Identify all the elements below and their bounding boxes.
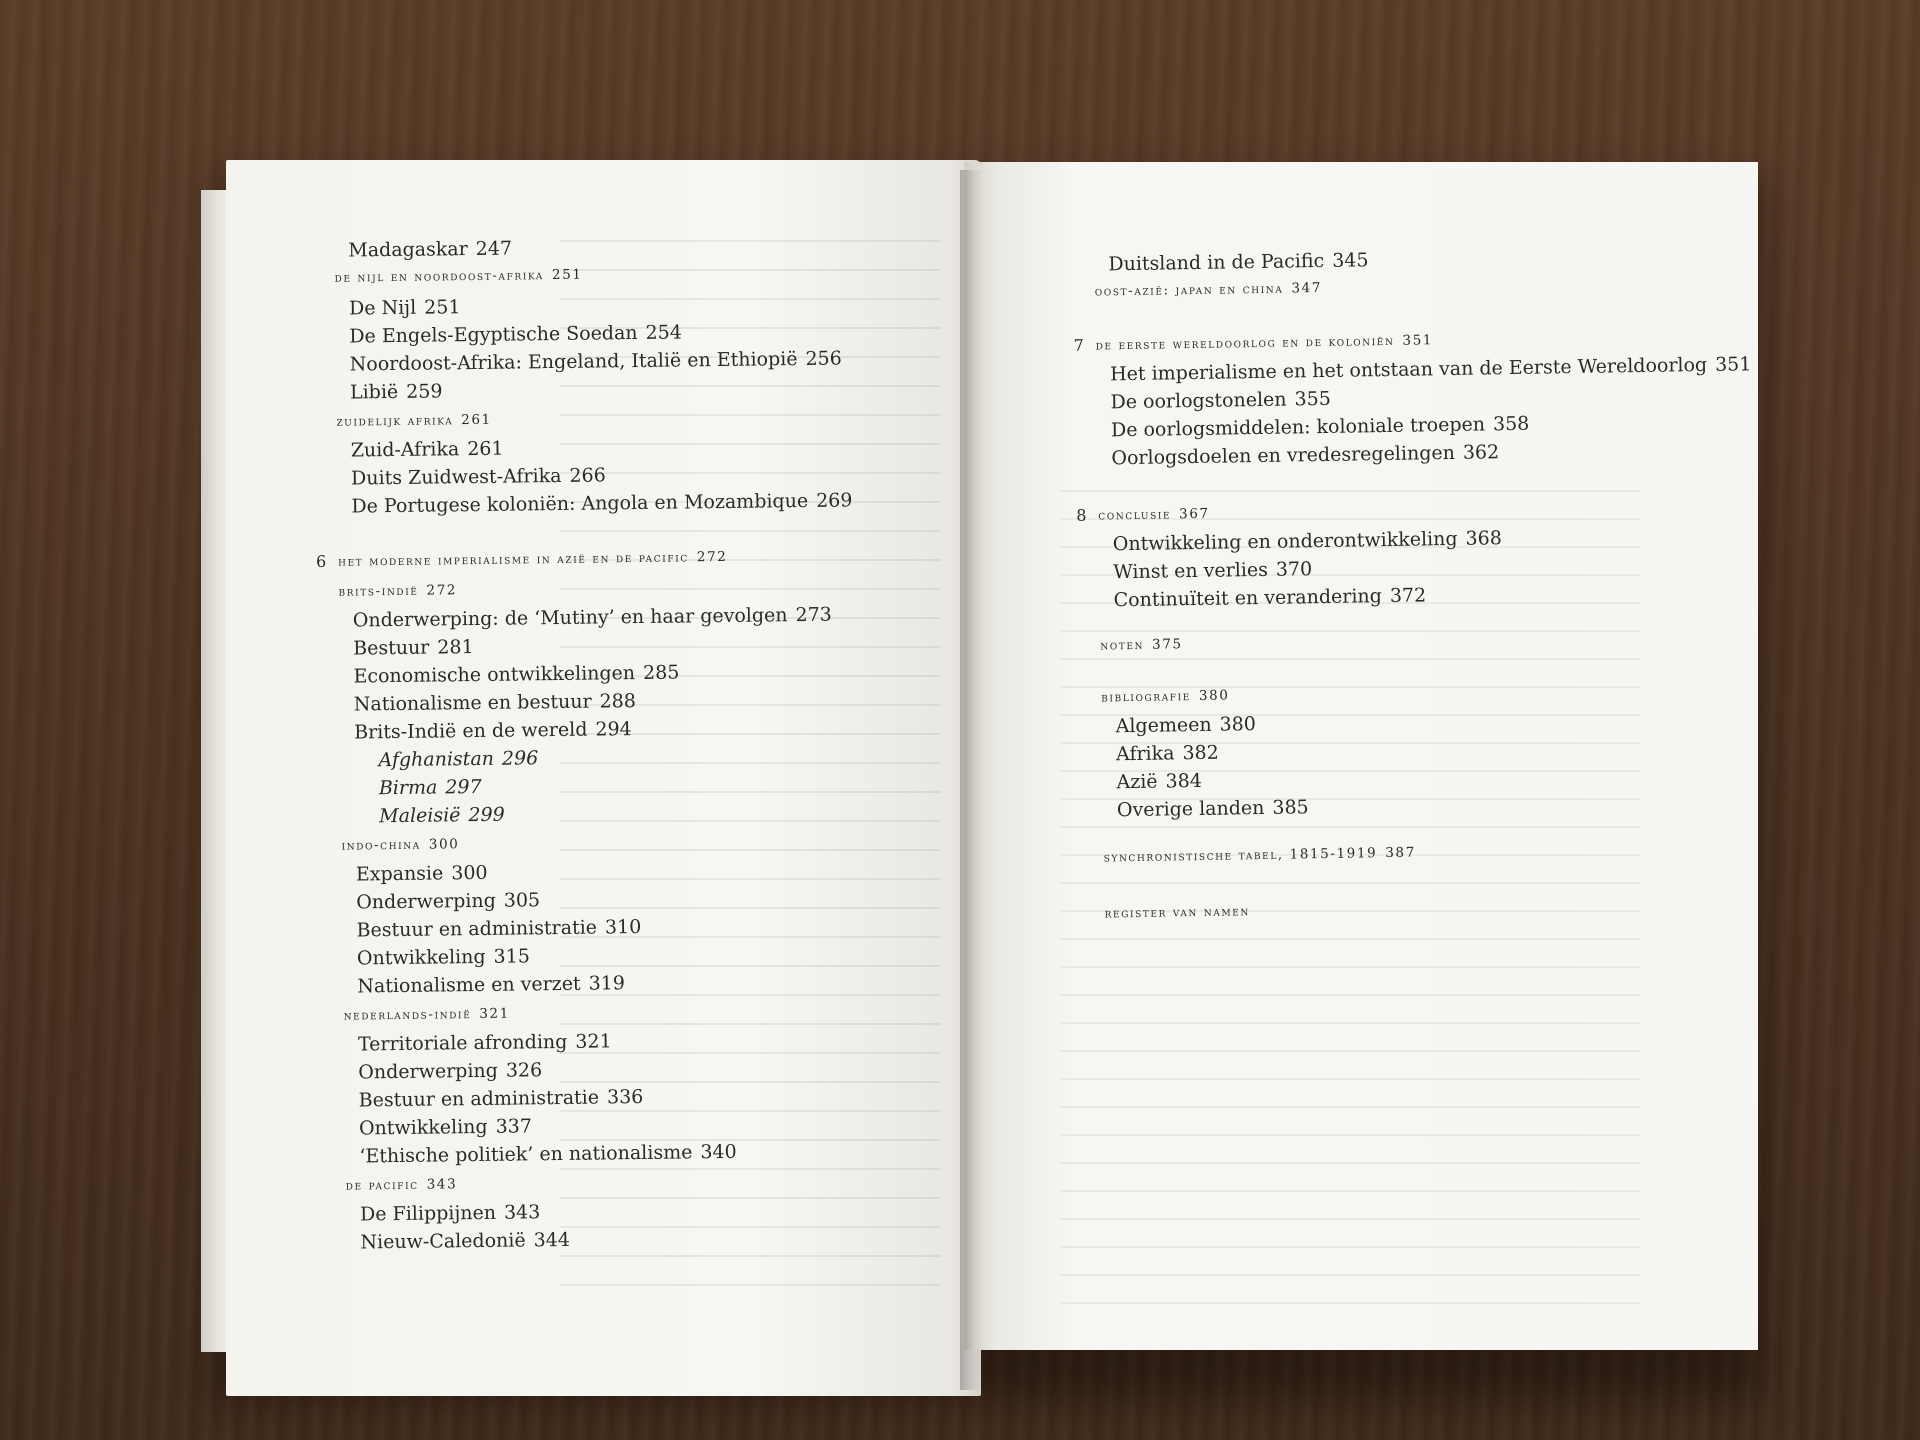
toc-section-heading: synchronistische tabel, 1815-1919 387	[1103, 844, 1416, 866]
toc-entry: De Nijl 251	[348, 296, 461, 320]
toc-entry: Duits Zuidwest-Afrika 266	[350, 464, 606, 490]
toc-section-heading: register van namen	[1104, 903, 1250, 922]
toc-section-heading: indo-china 300	[341, 836, 460, 854]
toc-entry: Het imperialisme en het ontstaan van de Eerste Wereldoorlog 351	[1109, 353, 1752, 386]
toc-entry: Onderwerping: de ‘Mutiny’ en haar gevolgen 273	[352, 603, 832, 632]
toc-entry: Libië 259	[349, 380, 443, 404]
toc-entry: Bestuur 281	[353, 636, 474, 660]
toc-section-heading: noten 375	[1100, 636, 1183, 654]
toc-entry: Bestuur en administratie 336	[358, 1085, 644, 1112]
toc-entry: Territoriale afronding 321	[357, 1030, 612, 1056]
toc-chapter-heading: 7 de eerste wereldoorlog en de koloniën 351	[1073, 332, 1434, 355]
toc-section-heading: bibliografie 380	[1101, 687, 1230, 706]
toc-entry: Ontwikkeling en onderontwikkeling 368	[1112, 527, 1502, 556]
toc-entry: Afrika 382	[1115, 741, 1219, 766]
toc-subentry: Maleisië 299	[379, 803, 505, 828]
toc-section-heading: de pacific 343	[345, 1176, 458, 1194]
toc-entry: Nationalisme en verzet 319	[357, 972, 626, 998]
toc-chapter-heading: 8 conclusie 367	[1076, 505, 1210, 525]
toc-entry: Algemeen 380	[1115, 713, 1257, 738]
toc-subentry: Birma 297	[378, 775, 482, 800]
toc-entry: Expansie 300	[355, 861, 488, 886]
toc-section-heading: nederlands-indië 321	[343, 1005, 510, 1024]
toc-entry: Ontwikkeling 315	[356, 945, 530, 970]
chapter-number: 7	[1073, 335, 1086, 355]
chapter-number: 8	[1076, 505, 1089, 525]
toc-entry: Ontwikkeling 337	[358, 1115, 533, 1140]
toc-entry: Continuïteit en verandering 372	[1113, 584, 1427, 612]
toc-entry: Economische ontwikkelingen 285	[353, 661, 680, 688]
toc-entry: Azië 384	[1116, 769, 1203, 794]
chapter-number: 6	[315, 551, 328, 571]
toc-entry: Brits-Indië en de wereld 294	[354, 718, 632, 744]
toc-chapter-heading: 6 het moderne imperialisme in azië en de pacific 272	[315, 548, 728, 571]
toc-entry: De Portugese koloniën: Angola en Mozambique 269	[351, 489, 853, 518]
toc-entry: Onderwerping 326	[358, 1059, 543, 1084]
toc-entry: Nationalisme en bestuur 288	[353, 690, 636, 716]
show-through-text	[560, 240, 940, 1290]
toc-entry: De oorlogstonelen 355	[1110, 387, 1331, 414]
toc-entry: Oorlogsdoelen en vredesregelingen 362	[1111, 441, 1500, 470]
toc-entry: Winst en verlies 370	[1113, 558, 1313, 584]
toc-subentry: Afghanistan 296	[378, 747, 539, 772]
toc-entry: Nieuw-Caledonië 344	[360, 1228, 571, 1254]
book-gutter	[960, 170, 984, 1390]
toc-entry: Duitsland in de Pacific 345	[1108, 249, 1369, 276]
toc-entry: Noordoost-Afrika: Engeland, Italië en Ethiopië 256	[349, 347, 842, 376]
toc-section-heading: oost-azië: japan en china 347	[1094, 279, 1323, 300]
toc-entry: Onderwerping 305	[356, 889, 541, 914]
toc-entry: De Filippijnen 343	[359, 1201, 541, 1226]
toc-entry: Overige landen 385	[1116, 796, 1309, 822]
toc-entry: De Engels-Egyptische Soedan 254	[349, 321, 682, 348]
toc-section-heading: de nijl en noordoost-afrika 251	[334, 266, 583, 286]
toc-entry: Madagaskar 247	[348, 237, 513, 262]
toc-section-heading: brits-indië 272	[338, 582, 458, 600]
toc-entry: Bestuur en administratie 310	[356, 916, 642, 942]
toc-entry: ‘Ethische politiek’ en nationalisme 340	[359, 1140, 737, 1168]
toc-section-heading: zuidelijk afrika 261	[336, 411, 492, 430]
toc-entry: De oorlogsmiddelen: koloniale troepen 358	[1110, 412, 1530, 442]
toc-entry: Zuid-Afrika 261	[350, 437, 504, 462]
